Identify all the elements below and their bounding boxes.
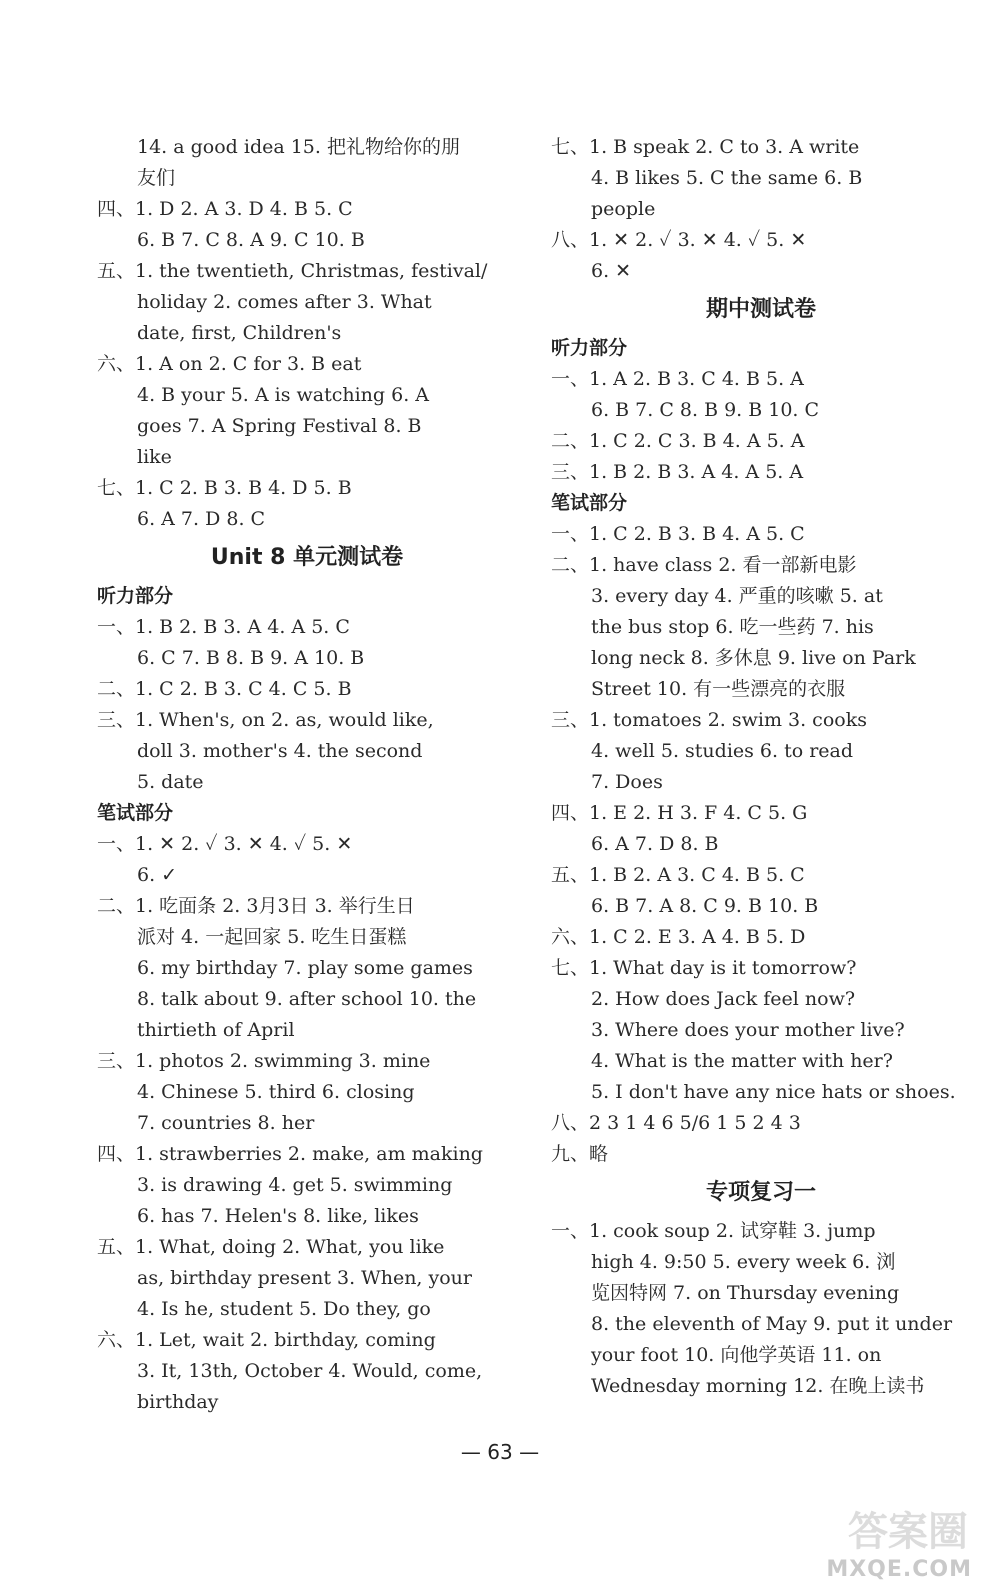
answer-line: 六、1. A on 2. C for 3. B eat bbox=[97, 353, 362, 375]
section-heading: 专项复习一 bbox=[705, 1180, 816, 1205]
answer-line: 五、1. the twentieth, Christmas, festival/ bbox=[97, 260, 488, 282]
answer-line: 5. date bbox=[137, 771, 204, 793]
answer-line: 4. What is the matter with her? bbox=[591, 1050, 893, 1072]
answer-line: 一、1. ✕ 2. ✓ 3. ✕ 4. ✓ 5. ✕ bbox=[97, 833, 353, 855]
section-heading: Unit 8 单元测试卷 bbox=[210, 545, 404, 570]
subsection-heading: 笔试部分 bbox=[551, 492, 628, 514]
answer-line: 二、1. 吃面条 2. 3月3日 3. 举行生日 bbox=[97, 895, 415, 917]
answer-line: doll 3. mother's 4. the second bbox=[137, 740, 423, 762]
answer-line: 四、1. E 2. H 3. F 4. C 5. G bbox=[551, 802, 808, 824]
answer-line: like bbox=[137, 446, 172, 468]
answer-line: birthday bbox=[137, 1391, 219, 1413]
answer-line: 3. It, 13th, October 4. Would, come, bbox=[137, 1360, 483, 1382]
answer-line: 6. B 7. C 8. B 9. B 10. C bbox=[591, 399, 820, 421]
answer-line: 三、1. When's, on 2. as, would like, bbox=[97, 709, 434, 731]
answer-line: 一、1. A 2. B 3. C 4. B 5. A bbox=[551, 368, 804, 390]
answer-line: 6. C 7. B 8. B 9. A 10. B bbox=[137, 647, 365, 669]
answer-line: 二、1. C 2. B 3. C 4. C 5. B bbox=[97, 678, 352, 700]
subsection-heading: 听力部分 bbox=[97, 585, 174, 607]
subsection-heading: 笔试部分 bbox=[97, 802, 174, 824]
answer-line: 4. well 5. studies 6. to read bbox=[591, 740, 854, 762]
answer-line: 3. is drawing 4. get 5. swimming bbox=[137, 1174, 453, 1196]
answer-line: 三、1. tomatoes 2. swim 3. cooks bbox=[551, 709, 867, 731]
answer-line: 览因特网 7. on Thursday evening bbox=[591, 1282, 900, 1304]
answer-line: the bus stop 6. 吃一些药 7. his bbox=[591, 616, 874, 638]
answer-line: date, first, Children's bbox=[137, 322, 342, 344]
answer-line: 七、1. C 2. B 3. B 4. D 5. B bbox=[97, 477, 352, 499]
answer-line: 二、1. C 2. C 3. B 4. A 5. A bbox=[551, 430, 805, 452]
answer-line: 7. countries 8. her bbox=[137, 1112, 315, 1134]
answer-line: 6. B 7. C 8. A 9. C 10. B bbox=[137, 229, 365, 251]
answer-line: 八、1. ✕ 2. ✓ 3. ✕ 4. ✓ 5. ✕ bbox=[551, 229, 807, 251]
answer-line: 五、1. What, doing 2. What, you like bbox=[97, 1236, 445, 1258]
answer-line: 4. B your 5. A is watching 6. A bbox=[137, 384, 430, 406]
page-number: — 63 — bbox=[460, 1440, 540, 1464]
answer-line: long neck 8. 多休息 9. live on Park bbox=[591, 647, 916, 669]
answer-line: 8. the eleventh of May 9. put it under bbox=[591, 1313, 953, 1335]
answer-line: 六、1. Let, wait 2. birthday, coming bbox=[97, 1329, 436, 1351]
answer-line: goes 7. A Spring Festival 8. B bbox=[137, 415, 422, 437]
watermark bbox=[798, 1498, 978, 1586]
answer-line: 4. Chinese 5. third 6. closing bbox=[137, 1081, 415, 1103]
answer-line: thirtieth of April bbox=[137, 1019, 295, 1041]
answer-line: 7. Does bbox=[591, 771, 663, 793]
answer-line: 四、1. D 2. A 3. D 4. B 5. C bbox=[97, 198, 353, 220]
answer-line: people bbox=[591, 198, 656, 220]
answer-line: 6. ✕ bbox=[591, 260, 632, 282]
answer-line: 2. How does Jack feel now? bbox=[591, 988, 856, 1010]
answer-line: 八、2 3 1 4 6 5/6 1 5 2 4 3 bbox=[551, 1112, 801, 1134]
answer-line: 8. talk about 9. after school 10. the bbox=[137, 988, 477, 1010]
answer-line: Wednesday morning 12. 在晚上读书 bbox=[591, 1375, 925, 1397]
answer-line: 4. B likes 5. C the same 6. B bbox=[591, 167, 863, 189]
answer-line: 5. I don't have any nice hats or shoes. bbox=[591, 1081, 956, 1103]
answer-line: 一、1. cook soup 2. 试穿鞋 3. jump bbox=[551, 1220, 876, 1242]
answer-line: 4. Is he, student 5. Do they, go bbox=[137, 1298, 431, 1320]
answer-line: 一、1. B 2. B 3. A 4. A 5. C bbox=[97, 616, 350, 638]
answer-line: 五、1. B 2. A 3. C 4. B 5. C bbox=[551, 864, 805, 886]
answer-line: 6. ✓ bbox=[137, 864, 178, 886]
answer-line: 6. my birthday 7. play some games bbox=[137, 957, 473, 979]
watermark-site: MXQE.COM bbox=[826, 1557, 972, 1582]
answer-line: 6. B 7. A 8. C 9. B 10. B bbox=[591, 895, 819, 917]
answer-line: 四、1. strawberries 2. make, am making bbox=[97, 1143, 483, 1165]
subsection-heading: 听力部分 bbox=[551, 337, 628, 359]
answer-line: your foot 10. 向他学英语 11. on bbox=[591, 1344, 882, 1366]
answer-line: 6. A 7. D 8. B bbox=[591, 833, 719, 855]
answer-line: 一、1. C 2. B 3. B 4. A 5. C bbox=[551, 523, 805, 545]
left-column bbox=[97, 132, 517, 1418]
answer-line: 七、1. What day is it tomorrow? bbox=[551, 957, 857, 979]
answer-line: 友们 bbox=[137, 167, 176, 189]
answer-line: as, birthday present 3. When, your bbox=[137, 1267, 472, 1289]
answer-line: 三、1. photos 2. swimming 3. mine bbox=[97, 1050, 431, 1072]
answer-line: 14. a good idea 15. 把礼物给你的朋 bbox=[137, 136, 460, 158]
answer-line: 九、略 bbox=[551, 1143, 609, 1165]
answer-line: 七、1. B speak 2. C to 3. A write bbox=[551, 136, 860, 158]
answer-line: 6. has 7. Helen's 8. like, likes bbox=[137, 1205, 419, 1227]
answer-line: 6. A 7. D 8. C bbox=[137, 508, 266, 530]
right-column bbox=[551, 132, 971, 1402]
answer-line: 3. Where does your mother live? bbox=[591, 1019, 905, 1041]
answer-line: 二、1. have class 2. 看一部新电影 bbox=[551, 554, 857, 576]
answer-line: 3. every day 4. 严重的咳嗽 5. at bbox=[591, 585, 883, 607]
answer-line: 派对 4. 一起回家 5. 吃生日蛋糕 bbox=[137, 926, 407, 948]
answer-line: 三、1. B 2. B 3. A 4. A 5. A bbox=[551, 461, 804, 483]
answer-line: high 4. 9:50 5. every week 6. 浏 bbox=[591, 1251, 896, 1273]
watermark-logo: 答案圈 bbox=[848, 1509, 968, 1555]
answer-line: holiday 2. comes after 3. What bbox=[137, 291, 432, 313]
answer-line: 六、1. C 2. E 3. A 4. B 5. D bbox=[551, 926, 806, 948]
answer-line: Street 10. 有一些漂亮的衣服 bbox=[591, 678, 846, 700]
section-heading: 期中测试卷 bbox=[705, 297, 816, 322]
